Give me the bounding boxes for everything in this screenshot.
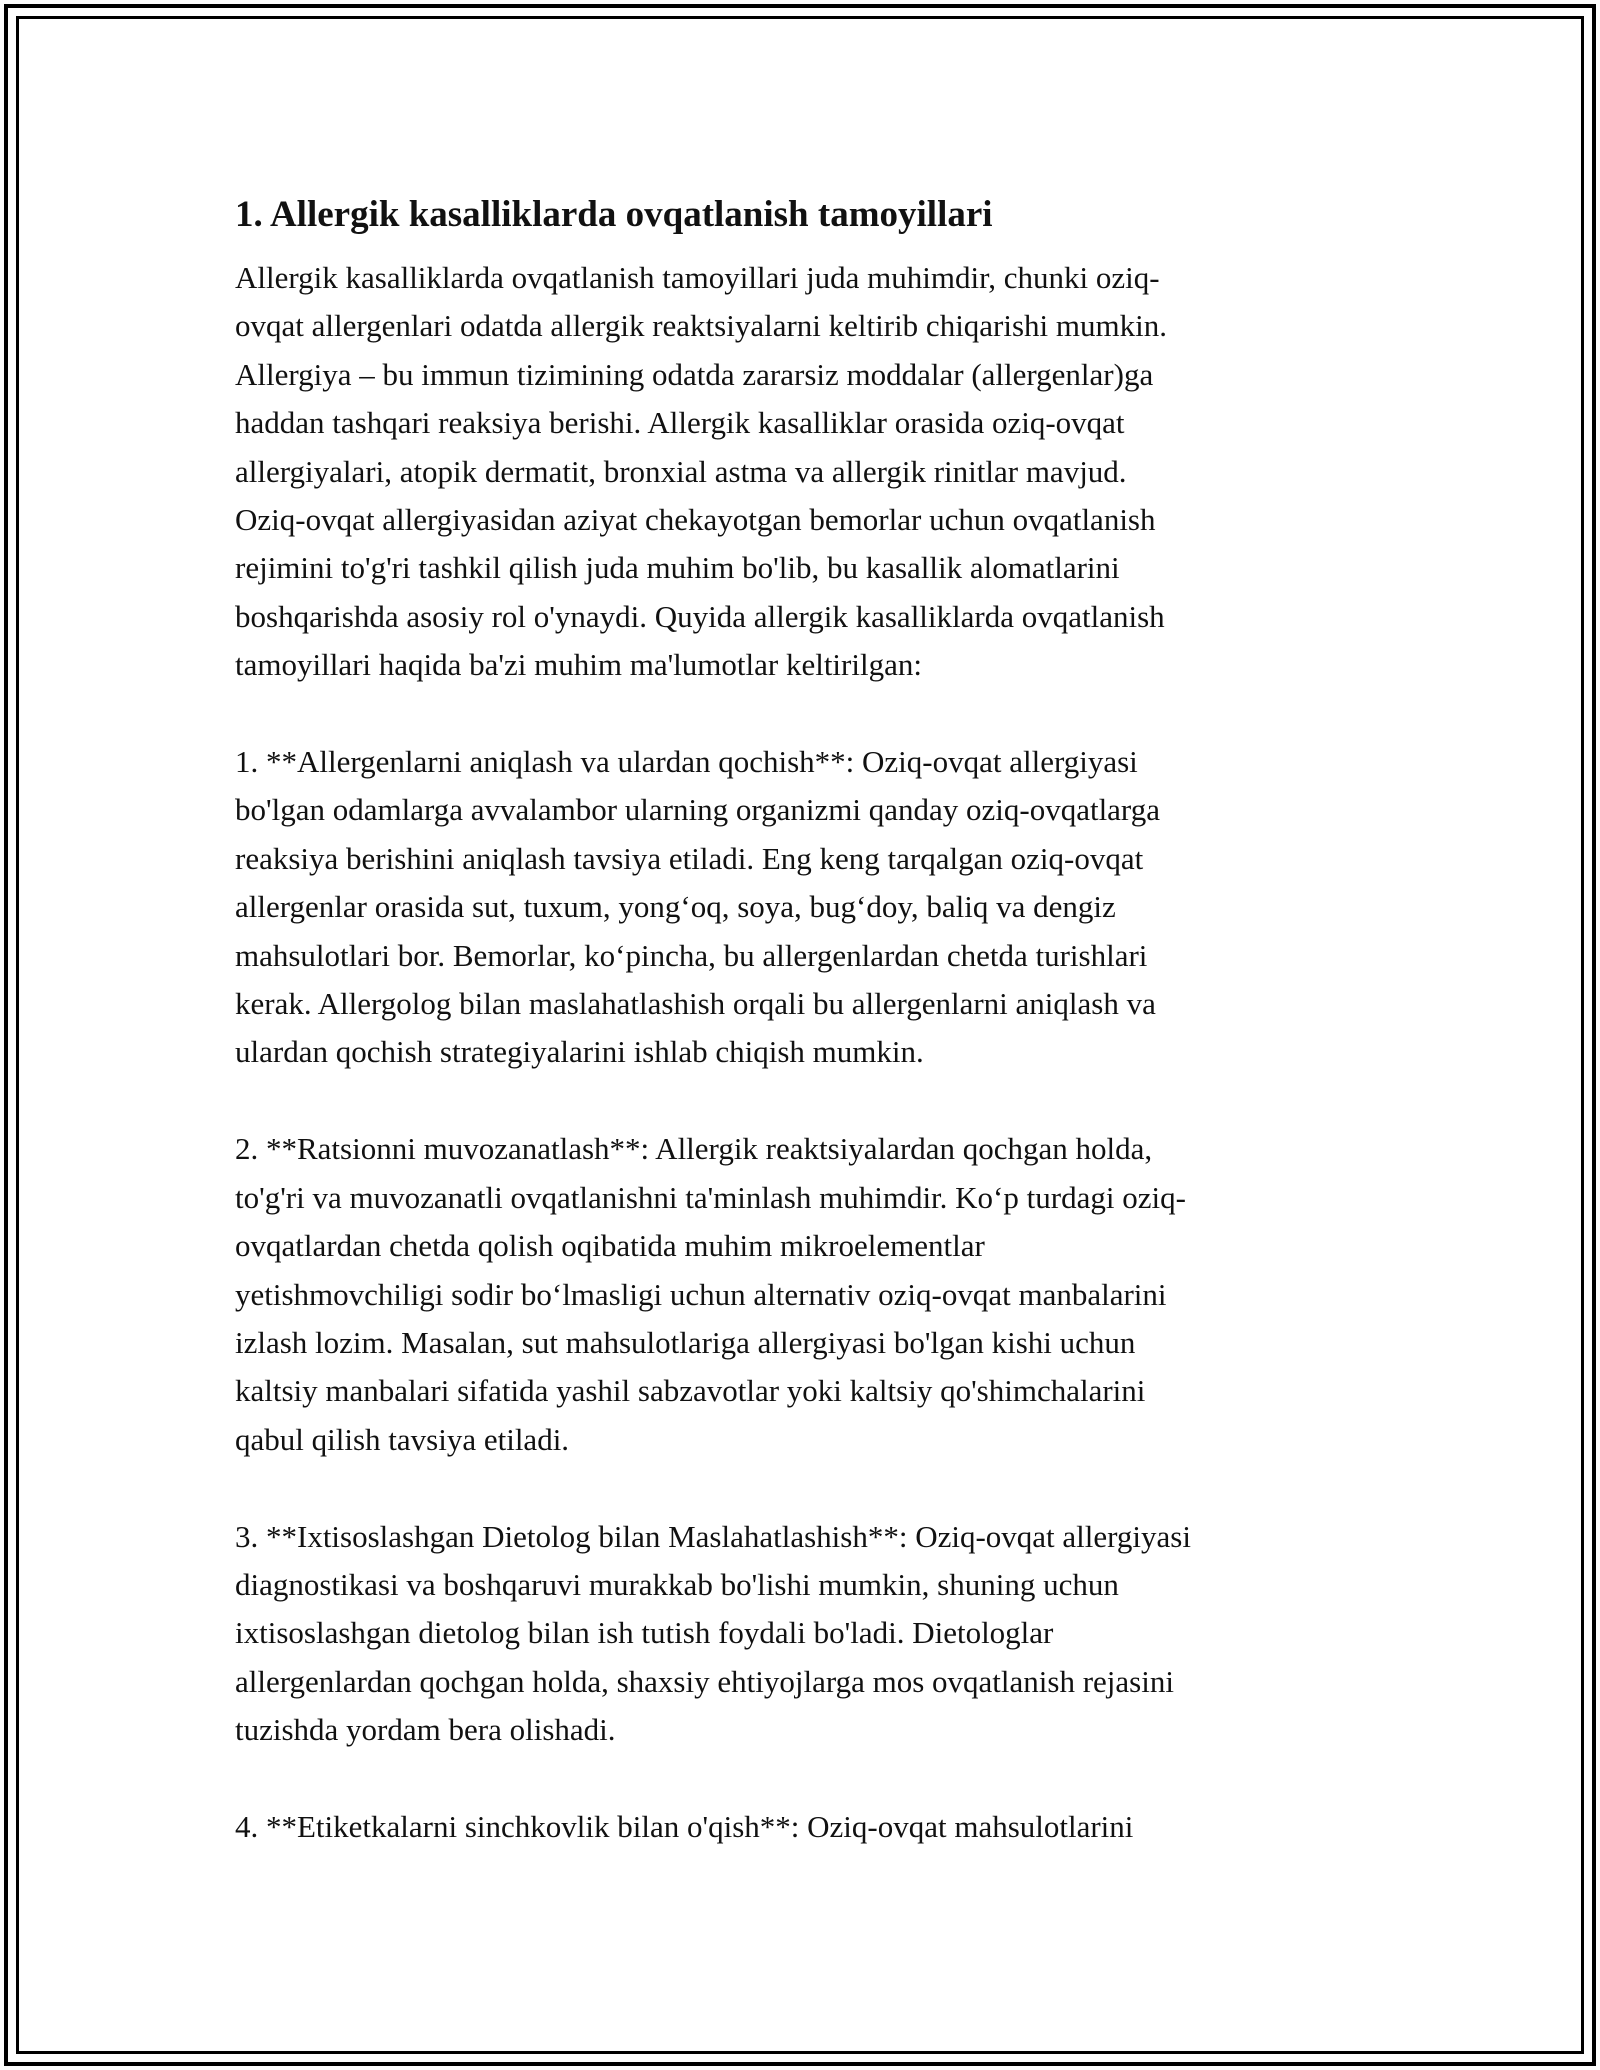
text-line: diagnostikasi va boshqaruvi murakkab bo'lishi mumkin, shuning uchun [235,1566,1119,1602]
text-line: qabul qilish tavsiya etiladi. [235,1421,570,1457]
text-line: haddan tashqari reaksiya berishi. Allergik kasalliklar orasida oziq-ovqat [235,405,1125,441]
text-line: 4. **Etiketkalarni sinchkovlik bilan o'qish**: Oziq-ovqat mahsulotlarini [235,1808,1134,1844]
text-line: Allergiya – bu immun tizimining odatda zararsiz moddalar (allergenlar)ga [235,356,1154,392]
intro-paragraph [235,254,1375,690]
text-line: allergiyalari, atopik dermatit, bronxial astma va allergik rinitlar mavjud. [235,453,1127,489]
text-line: 1. **Allergenlarni aniqlash va ulardan qochish**: Oziq-ovqat allergiyasi [235,744,1138,780]
text-line: allergenlardan qochgan holda, shaxsiy ehtiyojlarga mos ovqatlanish rejasini [235,1663,1174,1699]
text-line: boshqarishda asosiy rol o'ynaydi. Quyida allergik kasalliklarda ovqatlanish [235,598,1165,634]
list-item-2 [235,1125,1375,1464]
text-line: reaksiya berishini aniqlash tavsiya etiladi. Eng keng tarqalgan oziq-ovqat [235,840,1144,876]
text-line: izlash lozim. Masalan, sut mahsulotlariga allergiyasi bo'lgan kishi uchun [235,1324,1136,1360]
section-title: 1. Allergik kasalliklarda ovqatlanish tamoyillari [235,194,993,235]
list-item-3 [235,1513,1375,1755]
text-line: 2. **Ratsionni muvozanatlash**: Allergik reaktsiyalardan qochgan holda, [235,1131,1153,1167]
text-line: ulardan qochish strategiyalarini ishlab chiqish mumkin. [235,1034,924,1070]
text-line: bo'lgan odamlarga avvalambor ularning organizmi qanday oziq-ovqatlarga [235,792,1160,828]
text-line: ovqatlardan chetda qolish oqibatida muhim mikroelementlar [235,1228,985,1264]
text-line: kerak. Allergolog bilan maslahatlashish orqali bu allergenlarni aniqlash va [235,986,1156,1022]
text-line: rejimini to'g'ri tashkil qilish juda muhim bo'lib, bu kasallik alomatlarini [235,550,1120,586]
text-line: Oziq-ovqat allergiyasidan aziyat chekayotgan bemorlar uchun ovqatlanish [235,502,1156,538]
list-item-1 [235,738,1375,1077]
text-line: ixtisoslashgan dietolog bilan ish tutish foydali bo'ladi. Dietologlar [235,1615,1054,1651]
document-body [235,186,1375,1900]
text-line: to'g'ri va muvozanatli ovqatlanishni ta'minlash muhimdir. Ko‘p turdagi oziq- [235,1179,1186,1215]
text-line: kaltsiy manbalari sifatida yashil sabzavotlar yoki kaltsiy qo'shimchalarini [235,1373,1146,1409]
text-line: allergenlar orasida sut, tuxum, yong‘oq, soya, bug‘doy, baliq va dengiz [235,889,1116,925]
text-line: tuzishda yordam bera olishadi. [235,1712,616,1748]
text-line: tamoyillari haqida ba'zi muhim ma'lumotlar keltirilgan: [235,647,922,683]
text-line: Allergik kasalliklarda ovqatlanish tamoyillari juda muhimdir, chunki oziq- [235,260,1160,295]
text-line: 3. **Ixtisoslashgan Dietolog bilan Maslahatlashish**: Oziq-ovqat allergiyasi [235,1518,1191,1554]
text-line: ovqat allergenlari odatda allergik reaktsiyalarni keltirib chiqarishi mumkin. [235,308,1168,344]
list-item-4 [235,1803,1375,1851]
text-line: yetishmovchiligi sodir bo‘lmasligi uchun alternativ oziq-ovqat manbalarini [235,1276,1167,1312]
text-line: mahsulotlari bor. Bemorlar, ko‘pincha, bu allergenlardan chetda turishlari [235,937,1148,973]
